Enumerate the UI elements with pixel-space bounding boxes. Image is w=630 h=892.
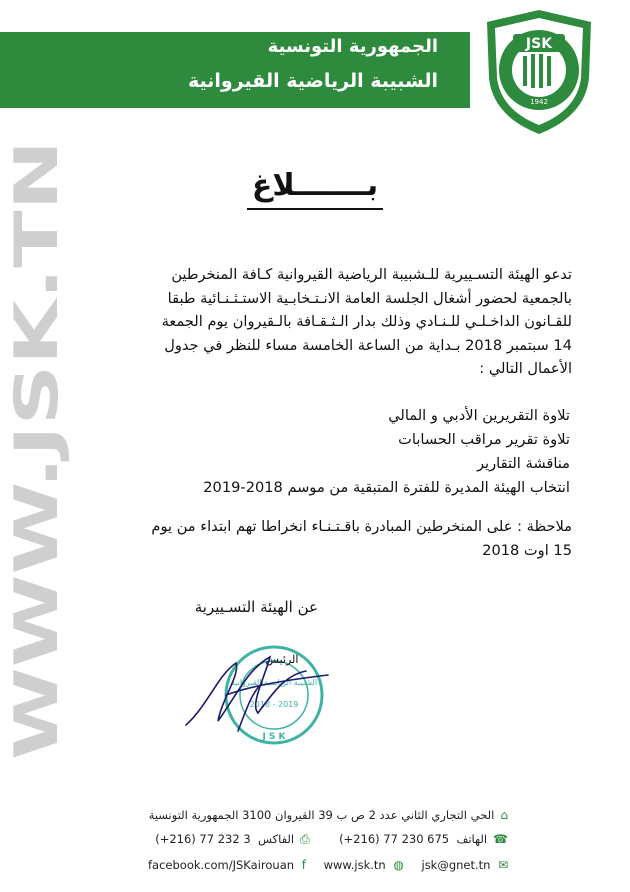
contact-footer (0, 808, 630, 892)
mail-icon: ✉ (498, 858, 509, 872)
svg-text:WWW.JSK.TN: WWW.JSK.TN (2, 317, 72, 760)
announcement-body (58, 263, 572, 381)
note-paragraph (58, 515, 572, 563)
header-country: الجمهورية التونسية (267, 36, 438, 57)
globe-icon: ◍ (393, 858, 404, 872)
website-link[interactable]: www.jsk.tn (323, 858, 386, 872)
announcement-title (0, 168, 630, 203)
address-row (149, 808, 508, 822)
fax-icon: ⎙ (300, 832, 310, 846)
title-underline (247, 206, 383, 212)
stamp-years: 2018 - 2019 (249, 700, 299, 709)
agenda-item: مناقشة التقارير (476, 455, 570, 472)
body-line: 14 سبتمبر 2018 بـداية من الساعة الخامسة مساء للنظر في جدول (164, 336, 572, 354)
signatory-label: عن الهيئة التسـييرية (194, 598, 318, 616)
note-line: ملاحظة : على المنخرطين المبادرة باقـتـنـاء انخراطا تهم ابتداء من يوم (151, 518, 572, 535)
facebook-link[interactable]: facebook.com/JSKairouan (148, 858, 295, 872)
president-label: الرئيس (265, 653, 299, 666)
phone-icon: ☎ (493, 832, 508, 846)
logo-initials: JSK (525, 36, 553, 52)
phone-fax-row (155, 832, 508, 847)
header-banner (0, 32, 470, 108)
club-logo (483, 8, 595, 136)
facebook-icon: f (301, 858, 306, 872)
body-line: بالجمعية لحضور أشغال الجلسة العامة الانـتـخابـية الاستـثـنـائية طبقا (167, 289, 572, 307)
online-contact-row (148, 858, 508, 872)
body-line: للقـانون الداخـلـي للـنـادي وذلك بدار الـثـقـافة بالـقيروان يوم الجمعة (161, 313, 572, 330)
agenda-item: تلاوة تقرير مراقب الحسابات (398, 431, 570, 448)
email-link[interactable]: jsk@gnet.tn (421, 858, 491, 872)
fax-number: (+216) 77 232 3 (155, 832, 251, 846)
stamp-letters: J S K (262, 732, 286, 742)
logo-year: 1942 (530, 98, 548, 106)
official-stamp-and-signature (178, 635, 338, 755)
header-club-name: الشبيبة الرياضية القيروانية (187, 70, 438, 92)
note-line: 15 اوت 2018 (482, 542, 572, 559)
title-text: بـــــــلاغ (251, 168, 379, 203)
agenda-item: انتخاب الهيئة المديرة للفترة المتبقية من موسم 2018-2019 (203, 479, 570, 496)
stamp-text: الشبيبة الرياضية القيروانية (230, 678, 318, 687)
body-line: الأعمال التالي : (479, 360, 572, 377)
home-icon: ⌂ (500, 808, 508, 822)
fax-label: الفاكس (257, 832, 295, 846)
agenda-item: تلاوة التقريرين الأدبي و المالي (388, 407, 570, 424)
phone-number: (+216) 77 230 675 (339, 832, 450, 846)
phone-label: الهاتف (456, 832, 488, 846)
address-text: الحي التجاري الثاني عدد 2 ص ب 39 القيروان 3100 الجمهورية التونسية (148, 808, 495, 822)
body-line: تدعو الهيئة التسـييرية للـشبيبة الرياضية القيروانية كـافة المنخرطين (171, 266, 572, 283)
agenda-list (58, 404, 572, 500)
